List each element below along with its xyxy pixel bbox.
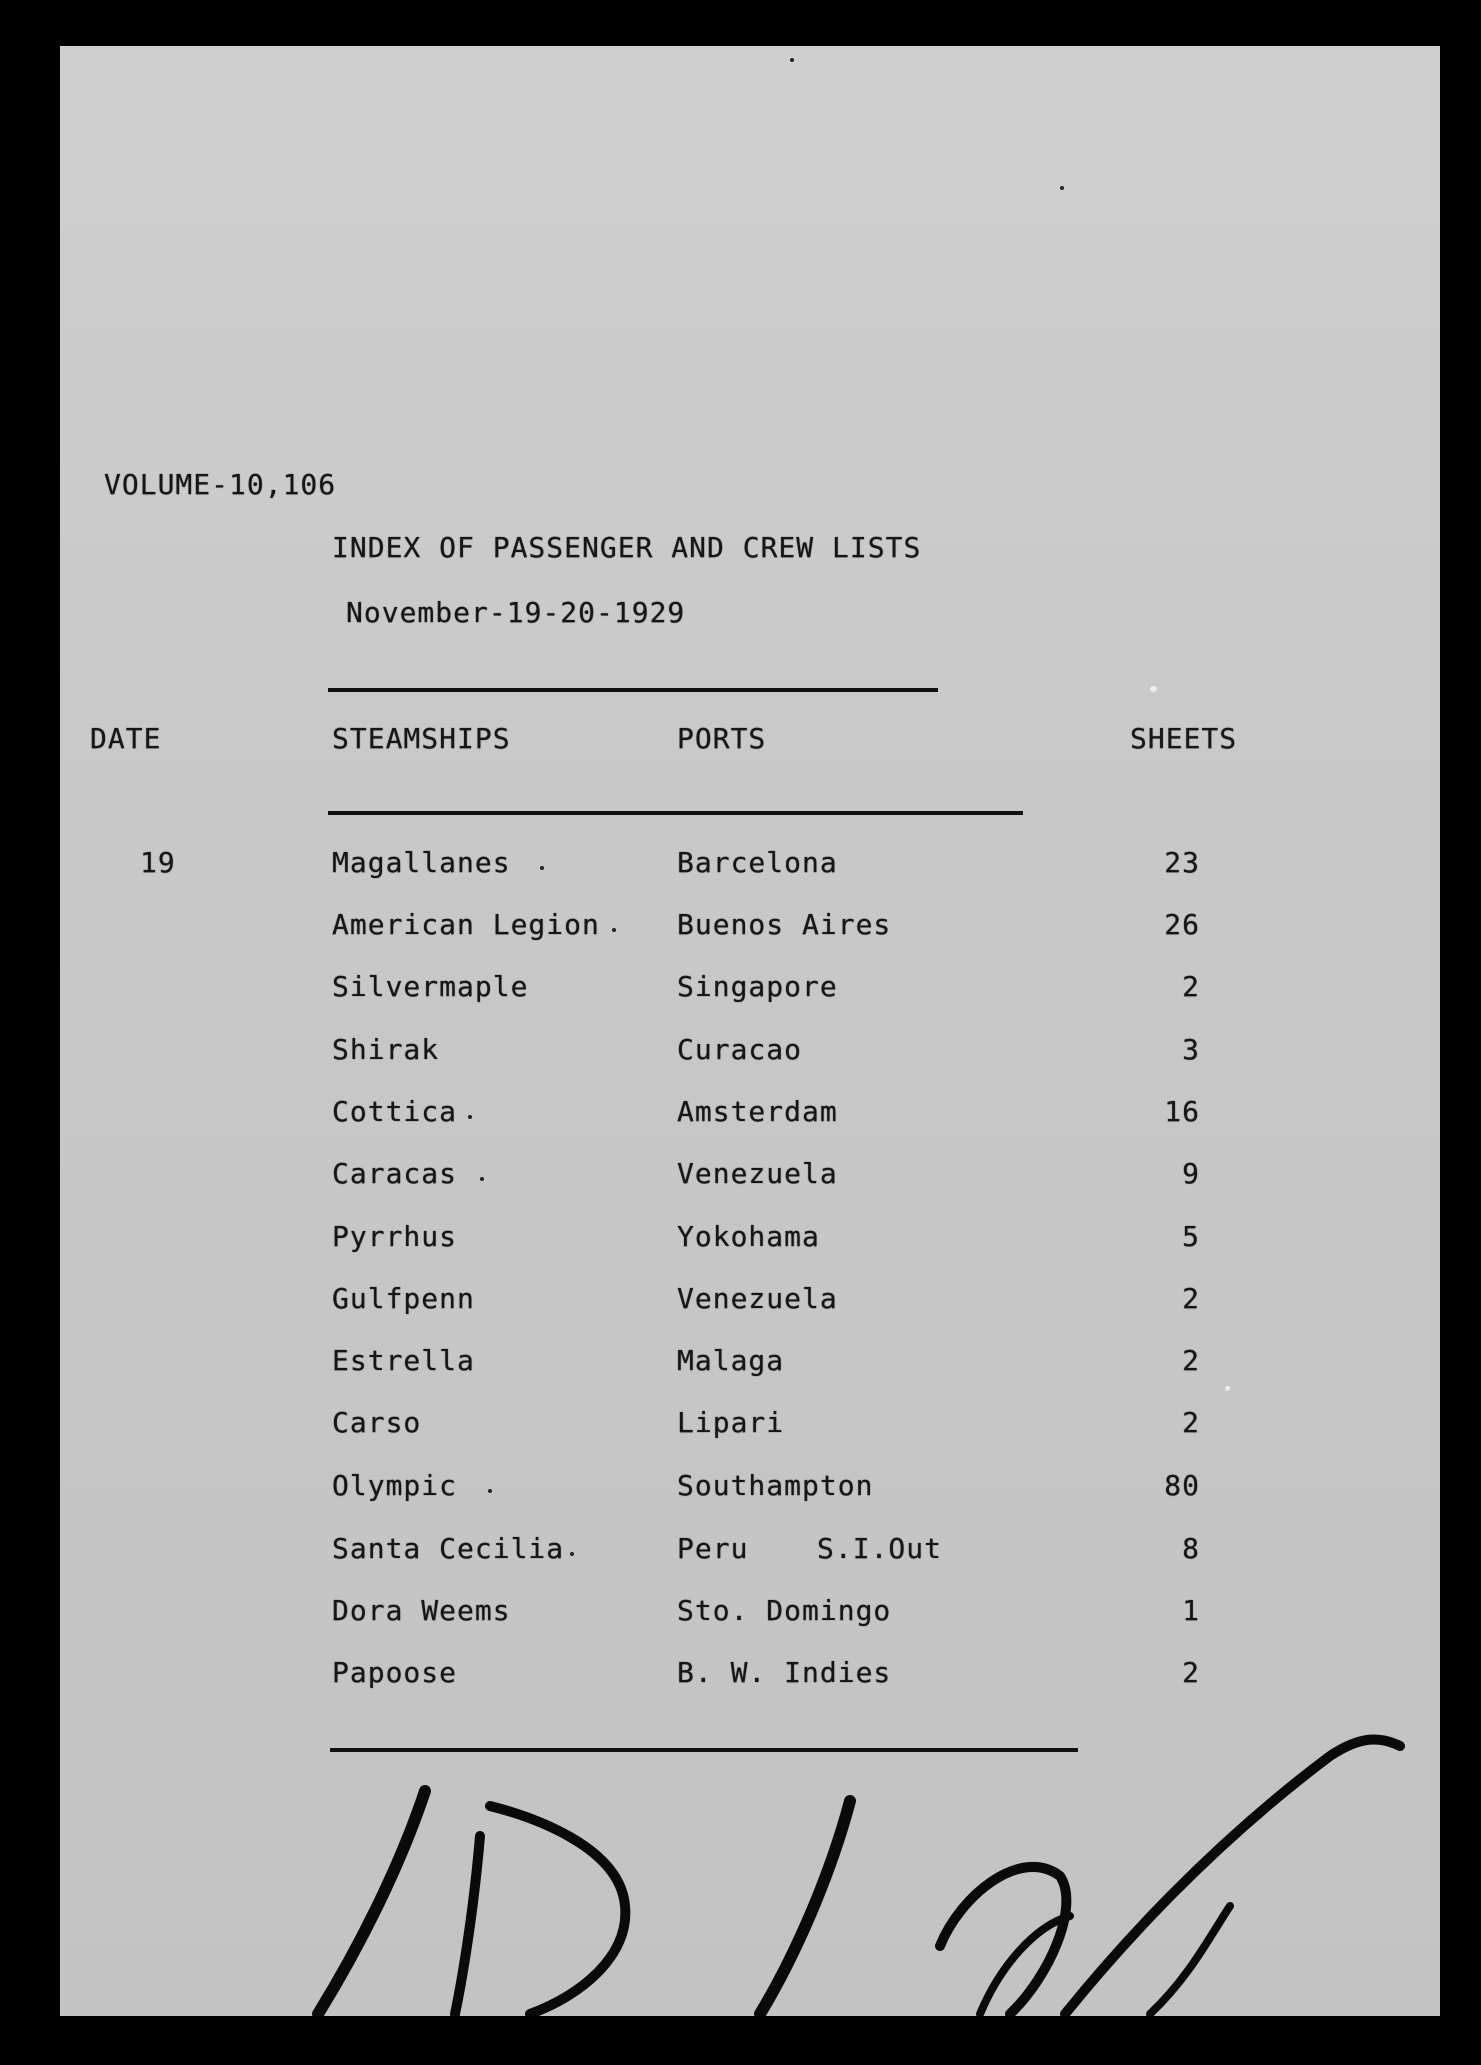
row-port: Lipari: [677, 1406, 785, 1439]
row-port: B. W. Indies: [677, 1656, 892, 1689]
document-title: INDEX OF PASSENGER AND CREW LISTS: [332, 531, 922, 564]
row-port: Malaga: [677, 1344, 785, 1377]
row-steamship: Gulfpenn: [332, 1282, 475, 1315]
row-port: Southampton: [677, 1469, 874, 1502]
header-sheets: SHEETS: [1130, 722, 1238, 755]
row-port: Amsterdam: [677, 1095, 838, 1128]
row-port: Venezuela: [677, 1157, 838, 1190]
row-sheets: 8: [1182, 1532, 1200, 1565]
row-port: Barcelona: [677, 846, 838, 879]
row-sheets: 2: [1182, 970, 1200, 1003]
row-steamship: Magallanes: [332, 846, 511, 879]
header-date: DATE: [90, 722, 162, 755]
row-sheets: 26: [1164, 908, 1200, 941]
row-port: Singapore: [677, 970, 838, 1003]
row-steamship: Estrella: [332, 1344, 475, 1377]
row-sheets: 16: [1164, 1095, 1200, 1128]
row-port: Sto. Domingo: [677, 1594, 892, 1627]
row-sheets: 2: [1182, 1656, 1200, 1689]
row-sheets: 2: [1182, 1282, 1200, 1315]
row-note: S.I.Out: [817, 1532, 943, 1565]
row-steamship: Cottica: [332, 1095, 458, 1128]
row-sheets: 80: [1164, 1469, 1200, 1502]
row-sheets: 1: [1182, 1594, 1200, 1627]
row-sheets: 9: [1182, 1157, 1200, 1190]
header-ports: PORTS: [677, 722, 767, 755]
row-sheets: 2: [1182, 1406, 1200, 1439]
header-steamships: STEAMSHIPS: [332, 722, 511, 755]
handwritten-volume-number: [60, 46, 1440, 2016]
row-steamship: Papoose: [332, 1656, 458, 1689]
row-steamship: Carso: [332, 1406, 422, 1439]
volume-number: VOLUME-10,106: [104, 468, 337, 501]
row-port: Yokohama: [677, 1220, 820, 1253]
row-steamship: Shirak: [332, 1033, 440, 1066]
row-steamship: Dora Weems: [332, 1594, 511, 1627]
row-steamship: Santa Cecilia: [332, 1532, 565, 1565]
row-steamship: Caracas: [332, 1157, 458, 1190]
row-sheets: 5: [1182, 1220, 1200, 1253]
date-line: November-19-20-1929: [346, 596, 686, 629]
row-steamship: Silvermaple: [332, 970, 529, 1003]
row-sheets: 3: [1182, 1033, 1200, 1066]
row-port: Peru: [677, 1532, 749, 1565]
row-port: Buenos Aires: [677, 908, 892, 941]
row-steamship: Olympic: [332, 1469, 458, 1502]
row-sheets: 2: [1182, 1344, 1200, 1377]
row-date: 19: [140, 846, 176, 879]
row-steamship: Pyrrhus: [332, 1220, 458, 1253]
row-port: Venezuela: [677, 1282, 838, 1315]
row-port: Curacao: [677, 1033, 803, 1066]
row-steamship: American Legion: [332, 908, 600, 941]
document-page: [60, 46, 1440, 2016]
row-sheets: 23: [1164, 846, 1200, 879]
